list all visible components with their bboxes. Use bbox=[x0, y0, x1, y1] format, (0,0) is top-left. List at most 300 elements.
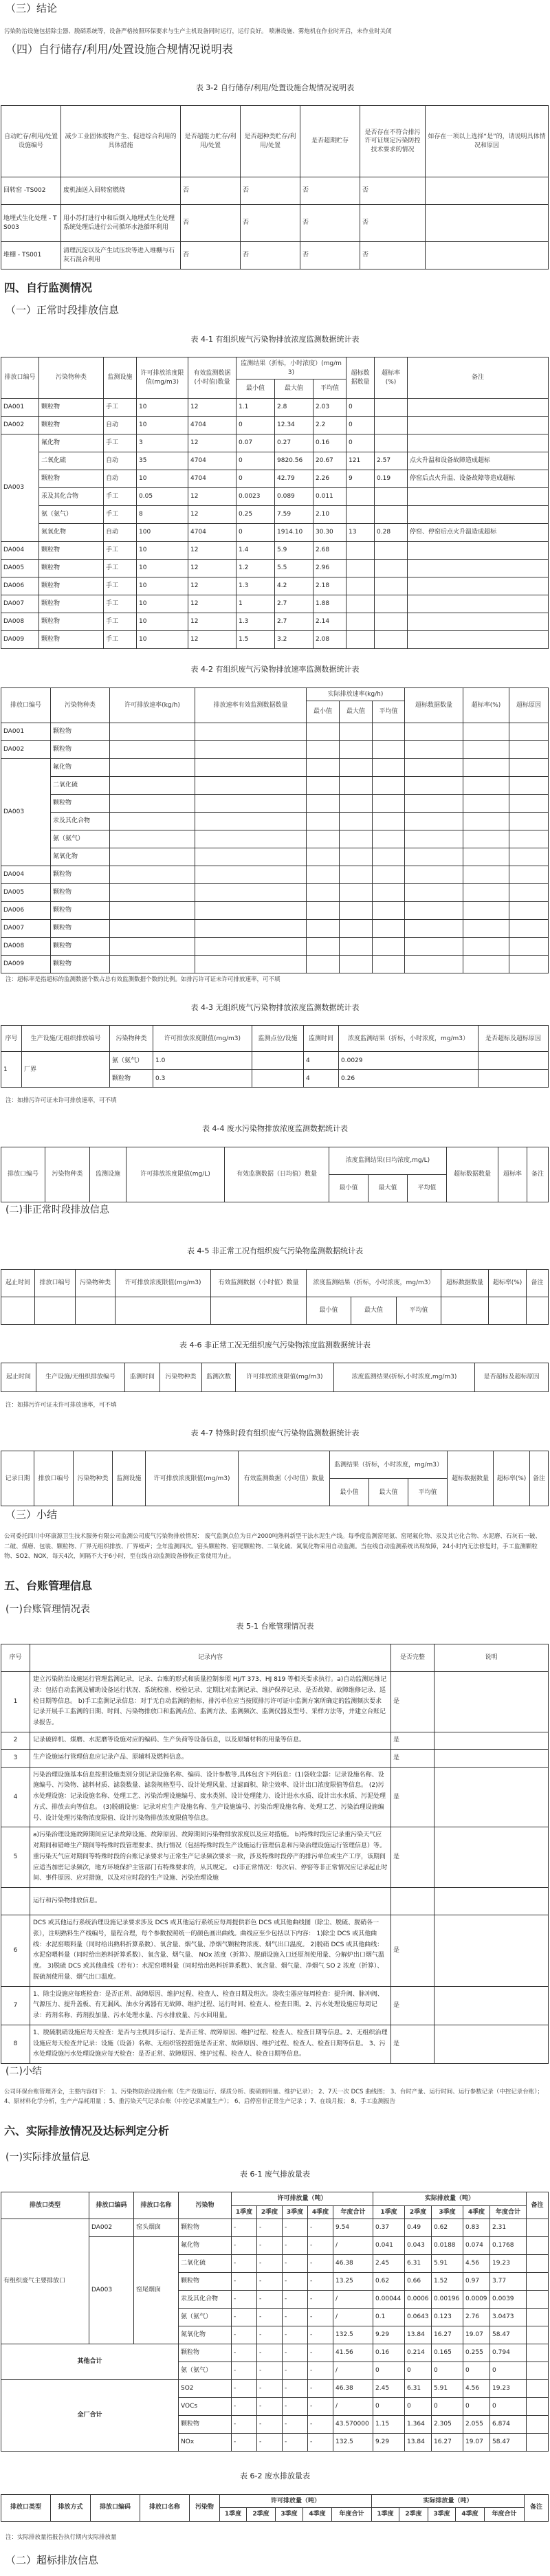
cell bbox=[527, 2291, 549, 2309]
cell: - bbox=[308, 2434, 333, 2452]
subheading-summary: （三）小结 bbox=[6, 1508, 58, 1521]
cell bbox=[426, 205, 549, 242]
cell bbox=[408, 595, 549, 613]
cell: 汞及其化合物 bbox=[179, 2291, 232, 2309]
cell: 58.47 bbox=[490, 2434, 527, 2452]
cell: - bbox=[283, 2326, 308, 2344]
cell: - bbox=[283, 2273, 308, 2291]
th: 如存在一项以上选择“是”的，请说明具体情况和原因 bbox=[426, 106, 549, 177]
th: 污染物种类 bbox=[39, 357, 104, 399]
cell: 0.089 bbox=[275, 488, 314, 506]
cell bbox=[195, 759, 307, 777]
cell bbox=[340, 920, 373, 938]
cell bbox=[375, 417, 408, 434]
cell: - bbox=[283, 2344, 308, 2362]
cell: 是 bbox=[391, 1827, 434, 1888]
cell bbox=[340, 777, 373, 795]
cell: 0.62 bbox=[373, 2273, 405, 2291]
cell bbox=[405, 848, 463, 866]
cell bbox=[375, 434, 408, 452]
cell bbox=[307, 848, 340, 866]
cell: - bbox=[308, 2326, 333, 2344]
cell: 0.25 bbox=[236, 506, 275, 524]
th: 浓度监测结果(折标,小时浓度,mg/m3) bbox=[334, 1363, 475, 1392]
cell bbox=[373, 848, 405, 866]
cell: 堆棚 - TS001 bbox=[1, 242, 61, 269]
cell: 2.26 bbox=[314, 470, 346, 488]
cell bbox=[527, 2398, 549, 2416]
cell: a)污染治理设施故障期间应记录故障设施、故障原因、故障期间污染物排放浓度以及应对措施。 b)特殊时段应记录重污染天气应对期间和错峰生产期间等特殊时段管理要求、执行情况（包括特殊时段生产设施运行管理信息和污染治理设施运行管理信息）等。重污染天气应对期间等特殊时段的台账记录要求与正常生产记录频次要求一致，涉及特殊时段停产的排污单位或生产工序，该期间应适当加密记录频次，地方环境保护主管部门有特殊要求的，从其规定。 c)非正常情况：每次启、停窑等非正常情况应记录起止时间、事件原因、应对措施，以及对应时段的生产设施、污染治理设施 bbox=[30, 1827, 391, 1888]
cell: 点火升温和设备故障造成超标 bbox=[408, 452, 549, 470]
cell: - bbox=[257, 2398, 283, 2416]
cell bbox=[307, 830, 340, 848]
th: 3季度 bbox=[432, 2205, 463, 2219]
cell bbox=[346, 560, 375, 577]
th: 排放口类型 bbox=[1, 2192, 89, 2219]
th: 平均值 bbox=[397, 1297, 441, 1324]
th: 记录内容 bbox=[30, 1644, 391, 1672]
cell bbox=[527, 2362, 549, 2380]
table-6-2-note: 注：实际排放量指报告执行期内实际排放量 bbox=[6, 2533, 117, 2541]
th: 生产设施/无组织排放编号 bbox=[22, 1026, 110, 1052]
cell: 0.0029 bbox=[339, 1052, 478, 1070]
cell: DA008 bbox=[1, 938, 51, 956]
cell: 12 bbox=[188, 488, 236, 506]
cell bbox=[408, 577, 549, 595]
th: 最大值 bbox=[368, 1174, 408, 1202]
cell bbox=[405, 795, 463, 813]
cell: 0 bbox=[405, 2362, 432, 2380]
table-row bbox=[1, 205, 549, 242]
cell bbox=[405, 830, 463, 848]
cell: 1.88 bbox=[314, 595, 346, 613]
th: 许可排放浓度限值(mg/L) bbox=[126, 1147, 225, 1202]
cell bbox=[375, 399, 408, 417]
cell: 2.10 bbox=[314, 506, 346, 524]
cell: 颗粒物 bbox=[51, 884, 110, 902]
cell bbox=[408, 506, 549, 524]
th: 超标数据数量 bbox=[448, 1451, 494, 1506]
cell bbox=[252, 1052, 304, 1070]
th: 是否完整 bbox=[391, 1644, 434, 1672]
th: 超标率(%) bbox=[375, 357, 408, 399]
cell: DA004 bbox=[1, 542, 39, 560]
th: 污染物 bbox=[179, 2192, 232, 2219]
cell: 否 bbox=[360, 177, 426, 205]
cell bbox=[375, 488, 408, 506]
cell: DA003 bbox=[1, 759, 51, 866]
th: 平均值 bbox=[373, 701, 405, 723]
cell bbox=[110, 830, 195, 848]
table-row bbox=[1, 795, 549, 813]
cell: 用小苏打进行中和后倒入地埋式生化处理系统处理后进行公司循环水池循环利用 bbox=[61, 205, 181, 242]
cell bbox=[434, 1888, 549, 1915]
cell: 氮氧化物 bbox=[51, 848, 110, 866]
cell: 2.45 bbox=[373, 2380, 405, 2398]
table-4-3 bbox=[1, 1025, 549, 1088]
cell: 1、除尘设施应每班检查：是否正常、故障原因、维护过程、检查人、检查日期及班次。袋收尘器应每周检查：提升阀、脉冲阀、气源压力、提升盖板、有无漏风、油水分离器有无故障、维护过程、运行时间、检查人、检查日期。2、污水处理设施应每周记录：药剂名称、药剂投加量、污水处理水量、污水排放量、污水回用量。 bbox=[30, 1986, 391, 2025]
cell: 12 bbox=[188, 613, 236, 631]
cell bbox=[307, 938, 340, 956]
th: 最大值 bbox=[340, 701, 373, 723]
th: 许可排放浓度限值(mg/m3) bbox=[236, 1363, 334, 1392]
th: 排放口编号 bbox=[35, 1269, 76, 1297]
cell: 0 bbox=[236, 524, 275, 542]
cell: DA006 bbox=[1, 577, 39, 595]
th: 3季度 bbox=[283, 2205, 308, 2219]
th: 有效监测数据（日均值）数量 bbox=[225, 1147, 329, 1202]
cell bbox=[340, 866, 373, 884]
cell bbox=[307, 759, 340, 777]
cell: 生产设施运行管理信息应记录产品、原辅料及燃料信息。 bbox=[30, 1749, 391, 1767]
cell bbox=[110, 884, 195, 902]
cell bbox=[340, 795, 373, 813]
cell bbox=[373, 777, 405, 795]
cell: 1 bbox=[236, 595, 275, 613]
cell bbox=[195, 902, 307, 920]
cell: 废机油送入回转窑燃烧 bbox=[61, 177, 181, 205]
cell bbox=[110, 741, 195, 759]
cell bbox=[375, 560, 408, 577]
cell: 121 bbox=[346, 452, 375, 470]
table-row bbox=[1, 577, 549, 595]
cell: 自动 bbox=[104, 470, 137, 488]
cell: 颗粒物 bbox=[51, 938, 110, 956]
cell bbox=[405, 956, 463, 973]
cell: - bbox=[283, 2291, 308, 2309]
cell bbox=[463, 956, 509, 973]
cell: - bbox=[283, 2380, 308, 2398]
cell bbox=[195, 777, 307, 795]
table-row bbox=[1, 1888, 549, 1915]
th: 记录日期 bbox=[1, 1451, 34, 1506]
cell bbox=[463, 902, 509, 920]
cell: DA002 bbox=[1, 417, 39, 434]
cell: 10 bbox=[137, 595, 188, 613]
cell: 4704 bbox=[188, 417, 236, 434]
cell bbox=[110, 848, 195, 866]
th: 监测结果（折标，小时浓度，mg/m3） bbox=[330, 1451, 448, 1479]
cell: - bbox=[283, 2434, 308, 2452]
cell: 手工 bbox=[104, 577, 137, 595]
cell: 3.77 bbox=[490, 2273, 527, 2291]
cell bbox=[527, 2255, 549, 2273]
cell: 2.96 bbox=[314, 560, 346, 577]
cell: 氨（氨气） bbox=[179, 2362, 232, 2380]
cell: 0.26 bbox=[339, 1070, 478, 1088]
cell bbox=[463, 938, 509, 956]
table-row bbox=[1, 488, 549, 506]
cell: 0.3 bbox=[153, 1070, 252, 1088]
cell: 1914.10 bbox=[275, 524, 314, 542]
cell bbox=[405, 884, 463, 902]
table-row bbox=[1, 848, 549, 866]
th: 超标率 bbox=[498, 1147, 527, 1202]
table-row bbox=[1, 866, 549, 884]
cell: 1.52 bbox=[432, 2273, 463, 2291]
cell: 1.15 bbox=[373, 2416, 405, 2434]
cell: 4704 bbox=[188, 470, 236, 488]
cell: 0 bbox=[373, 2398, 405, 2416]
cell bbox=[405, 866, 463, 884]
cell: 0 bbox=[346, 417, 375, 434]
cell: 19.23 bbox=[490, 2380, 527, 2398]
cell: 10 bbox=[137, 417, 188, 434]
cell: DA002 bbox=[89, 2219, 134, 2237]
cell: 颗粒物 bbox=[51, 956, 110, 973]
table-6-2-caption: 表 6-2 废水排放量表 bbox=[240, 2472, 310, 2481]
cell bbox=[527, 2380, 549, 2398]
cell: 手工 bbox=[104, 560, 137, 577]
table-4-7 bbox=[1, 1451, 549, 1506]
cell bbox=[509, 759, 549, 777]
cell: 手工 bbox=[104, 542, 137, 560]
cell: 6.874 bbox=[490, 2416, 527, 2434]
subheading-actual-emission: (一)实际排放量信息 bbox=[6, 2151, 90, 2163]
table-4-1-caption: 表 4-1 有组织废气污染物排放浓度监测数据统计表 bbox=[190, 334, 360, 344]
th: 是否存在不符合排污许可证规定污染防控技术要求的情况 bbox=[360, 106, 426, 177]
table-5-1 bbox=[1, 1644, 549, 2064]
cell: 1.4 bbox=[236, 542, 275, 560]
cell bbox=[509, 956, 549, 973]
cell bbox=[110, 813, 195, 830]
th: 污染物种类 bbox=[76, 1269, 116, 1297]
th: 许可排放量（吨） bbox=[220, 2494, 372, 2508]
cell: - bbox=[257, 2380, 283, 2398]
cell bbox=[527, 2273, 549, 2291]
th: 4季度 bbox=[303, 2508, 332, 2522]
cell: 2.14 bbox=[314, 613, 346, 631]
cell: 4.56 bbox=[463, 2380, 490, 2398]
cell: 颗粒物 bbox=[179, 2273, 232, 2291]
cell bbox=[340, 813, 373, 830]
th: 排放口编码 bbox=[91, 2494, 140, 2521]
table-row bbox=[1, 723, 549, 741]
cell: 16.27 bbox=[432, 2326, 463, 2344]
cell bbox=[110, 795, 195, 813]
cell: - bbox=[232, 2416, 257, 2434]
table-4-1 bbox=[1, 357, 549, 649]
table-row bbox=[1, 1986, 549, 2025]
cell: 0.214 bbox=[405, 2344, 432, 2362]
cell bbox=[509, 848, 549, 866]
cell: 是 bbox=[391, 1986, 434, 2025]
cell: 自动 bbox=[104, 452, 137, 470]
cell: 43.570000 bbox=[333, 2416, 373, 2434]
cell: 9.29 bbox=[373, 2434, 405, 2452]
cell: 2.03 bbox=[314, 399, 346, 417]
cell: 污染治理设施基本信息按照设施类别分别记录设施名称、编码、设计参数等,具体包含下列信息：(1)袋收尘器：记录设施名称、设施编号、污染物、滤料材质、滤袋数量、滤袋规格型号、设计处理风量、过滤面积、除尘效率、设计出口浓度限值等信息。 (2)污水处理设施：记录设施名称、处理工艺、污染治理设施编号、废水类别、设计处理能力、设计进水水质、设计出水水质、污泥处理方式、排放去向等信息。 (3)脱硝设施：记录对应生产设施名称、生产设施编号、污染治理设施名称、处理工艺、污染治理设施编号、设计处理污染物浓度限值、设计污染物排放浓度限值等信息。 bbox=[30, 1767, 391, 1827]
cell: 16.27 bbox=[432, 2434, 463, 2452]
cell bbox=[509, 884, 549, 902]
cell: 12 bbox=[188, 399, 236, 417]
cell bbox=[405, 938, 463, 956]
cell: 否 bbox=[360, 205, 426, 242]
table-row bbox=[1, 1915, 549, 1987]
th: 1季度 bbox=[232, 2205, 257, 2219]
cell bbox=[340, 741, 373, 759]
cell bbox=[373, 723, 405, 741]
th: 平均值 bbox=[314, 379, 346, 399]
th: 有效监测数据（小时值）数量 bbox=[239, 1451, 330, 1506]
cell: 颗粒物 bbox=[39, 470, 104, 488]
cell: 0.28 bbox=[375, 524, 408, 542]
cell bbox=[434, 1986, 549, 2025]
cell: 颗粒物 bbox=[179, 2219, 232, 2237]
cell bbox=[405, 813, 463, 830]
cell: 窑头烟囱 bbox=[134, 2219, 179, 2237]
cell: 回转窑 -TS002 bbox=[1, 177, 61, 205]
cell: 10 bbox=[137, 542, 188, 560]
table-4-6 bbox=[1, 1363, 549, 1392]
cell: 颗粒物 bbox=[39, 417, 104, 434]
cell bbox=[434, 1767, 549, 1827]
cell: 0.0006 bbox=[405, 2291, 432, 2309]
cell: 颗粒物 bbox=[51, 902, 110, 920]
cell bbox=[346, 577, 375, 595]
cell: - bbox=[283, 2309, 308, 2326]
cell: 12 bbox=[188, 631, 236, 649]
cell: 0 bbox=[432, 2362, 463, 2380]
cell bbox=[373, 795, 405, 813]
th: 是否超标及超标原因 bbox=[475, 1363, 549, 1392]
cell: 自动 bbox=[104, 417, 137, 434]
cell: VOCs bbox=[179, 2398, 232, 2416]
section-heading-storage: （四）自行储存/利用/处置设施合规情况说明表 bbox=[6, 43, 233, 56]
cell bbox=[509, 866, 549, 884]
table-3-2-caption: 表 3-2 自行储存/利用/处置设施合规情况说明表 bbox=[195, 82, 355, 92]
cell bbox=[346, 595, 375, 613]
table-row bbox=[1, 1749, 549, 1767]
cell: - bbox=[283, 2219, 308, 2237]
th: 监测时间 bbox=[125, 1363, 160, 1392]
th: 监测时间 bbox=[304, 1026, 339, 1052]
cell: DA004 bbox=[1, 866, 51, 884]
th: 年度合计 bbox=[332, 2508, 372, 2522]
th: 许可排放浓度限值(mg/m3) bbox=[137, 357, 188, 399]
cell: 2.76 bbox=[463, 2309, 490, 2326]
cell bbox=[340, 902, 373, 920]
cell: 5.9 bbox=[275, 542, 314, 560]
cell: 手工 bbox=[104, 434, 137, 452]
table-row bbox=[1, 938, 549, 956]
cell: 0.00196 bbox=[432, 2291, 463, 2309]
table-row bbox=[1, 452, 549, 470]
th: 超标数据数量 bbox=[346, 357, 375, 399]
table-4-2 bbox=[1, 687, 549, 974]
cell: 2.31 bbox=[490, 2219, 527, 2237]
th: 排放速率有效监测数据数量 bbox=[195, 687, 307, 723]
cell: 13 bbox=[346, 524, 375, 542]
cell: 10 bbox=[137, 631, 188, 649]
th: 减少工业固体废物产生、促进综合利用的具体措施 bbox=[61, 106, 181, 177]
cell: 是 bbox=[391, 1915, 434, 1987]
cell bbox=[195, 723, 307, 741]
cell bbox=[195, 866, 307, 884]
table-row bbox=[1, 759, 549, 777]
cell: 2.305 bbox=[432, 2416, 463, 2434]
cell bbox=[195, 813, 307, 830]
cell: 汞及其化合物 bbox=[39, 488, 104, 506]
table-row bbox=[1, 542, 549, 560]
cell bbox=[307, 884, 340, 902]
th: 说明 bbox=[434, 1644, 549, 1672]
cell bbox=[195, 938, 307, 956]
cell: 6.31 bbox=[405, 2255, 432, 2273]
cell: 7.59 bbox=[275, 506, 314, 524]
th: 2季度 bbox=[399, 2508, 428, 2522]
cell: - bbox=[232, 2362, 257, 2380]
cell: 氮氧化物 bbox=[39, 524, 104, 542]
table-4-3-caption: 表 4-3 无组织废气污染物排放浓度监测数据统计表 bbox=[190, 1003, 360, 1013]
th: 排放口编号 bbox=[34, 1451, 74, 1506]
cell: 否 bbox=[300, 242, 360, 269]
cell bbox=[307, 741, 340, 759]
table-4-4 bbox=[1, 1147, 549, 1202]
cell: 0.62 bbox=[432, 2219, 463, 2237]
table-4-2-note: 注：超标率是指超标的监测数据个数占总有效监测数据个数的比例。如排污许可证未许可排放速率，可不填 bbox=[6, 976, 280, 984]
cell bbox=[463, 920, 509, 938]
cell bbox=[405, 777, 463, 795]
cell: - bbox=[257, 2255, 283, 2273]
cell: 0 bbox=[236, 417, 275, 434]
cell: 4 bbox=[1, 1767, 30, 1827]
cell bbox=[463, 759, 509, 777]
table-4-2-caption: 表 4-2 有组织废气污染物排放速率监测数据统计表 bbox=[190, 665, 360, 674]
cell: 10 bbox=[137, 399, 188, 417]
table-row bbox=[1, 417, 549, 434]
cell: 是 bbox=[391, 2025, 434, 2063]
cell: 停窑、停窑后点火升温造成超标 bbox=[408, 524, 549, 542]
cell bbox=[527, 2344, 549, 2362]
table-4-6-caption: 表 4-6 非正常工况无组织废气污染物浓度监测数据统计表 bbox=[179, 1340, 371, 1350]
cell: 厂界 bbox=[22, 1052, 110, 1088]
cell: 清理沉淀以及产生试压块等进入堆棚与石灰石混合利用 bbox=[61, 242, 181, 269]
cell: 3.0473 bbox=[490, 2309, 527, 2326]
th: 是否超种类贮存/利用/处置 bbox=[241, 106, 300, 177]
cell: 1.5 bbox=[236, 631, 275, 649]
cell: - bbox=[257, 2326, 283, 2344]
th: 序号 bbox=[1, 1026, 22, 1052]
cell bbox=[346, 631, 375, 649]
th: 是否超期贮存 bbox=[300, 106, 360, 177]
cell bbox=[527, 2309, 549, 2326]
cell: - bbox=[257, 2344, 283, 2362]
cell: 4.56 bbox=[463, 2255, 490, 2273]
cell: 0.66 bbox=[405, 2273, 432, 2291]
th: 备注 bbox=[527, 1269, 549, 1297]
th: 3季度 bbox=[428, 2508, 456, 2522]
cell: 颗粒物 bbox=[51, 741, 110, 759]
cell bbox=[463, 777, 509, 795]
cell bbox=[195, 741, 307, 759]
cell: 0.49 bbox=[405, 2219, 432, 2237]
th: 排放口编号 bbox=[1, 357, 39, 399]
cell: 颗粒物 bbox=[39, 542, 104, 560]
cell bbox=[408, 488, 549, 506]
th: 最大值 bbox=[351, 1297, 397, 1324]
cell: 0 bbox=[463, 2398, 490, 2416]
cell bbox=[110, 956, 195, 973]
cell: 否 bbox=[241, 205, 300, 242]
th: 污染物 bbox=[190, 2494, 220, 2521]
cell bbox=[346, 506, 375, 524]
cell bbox=[307, 723, 340, 741]
table-row bbox=[1, 2380, 549, 2398]
cell: 0 bbox=[432, 2398, 463, 2416]
cell bbox=[509, 795, 549, 813]
cell: 42.79 bbox=[275, 470, 314, 488]
